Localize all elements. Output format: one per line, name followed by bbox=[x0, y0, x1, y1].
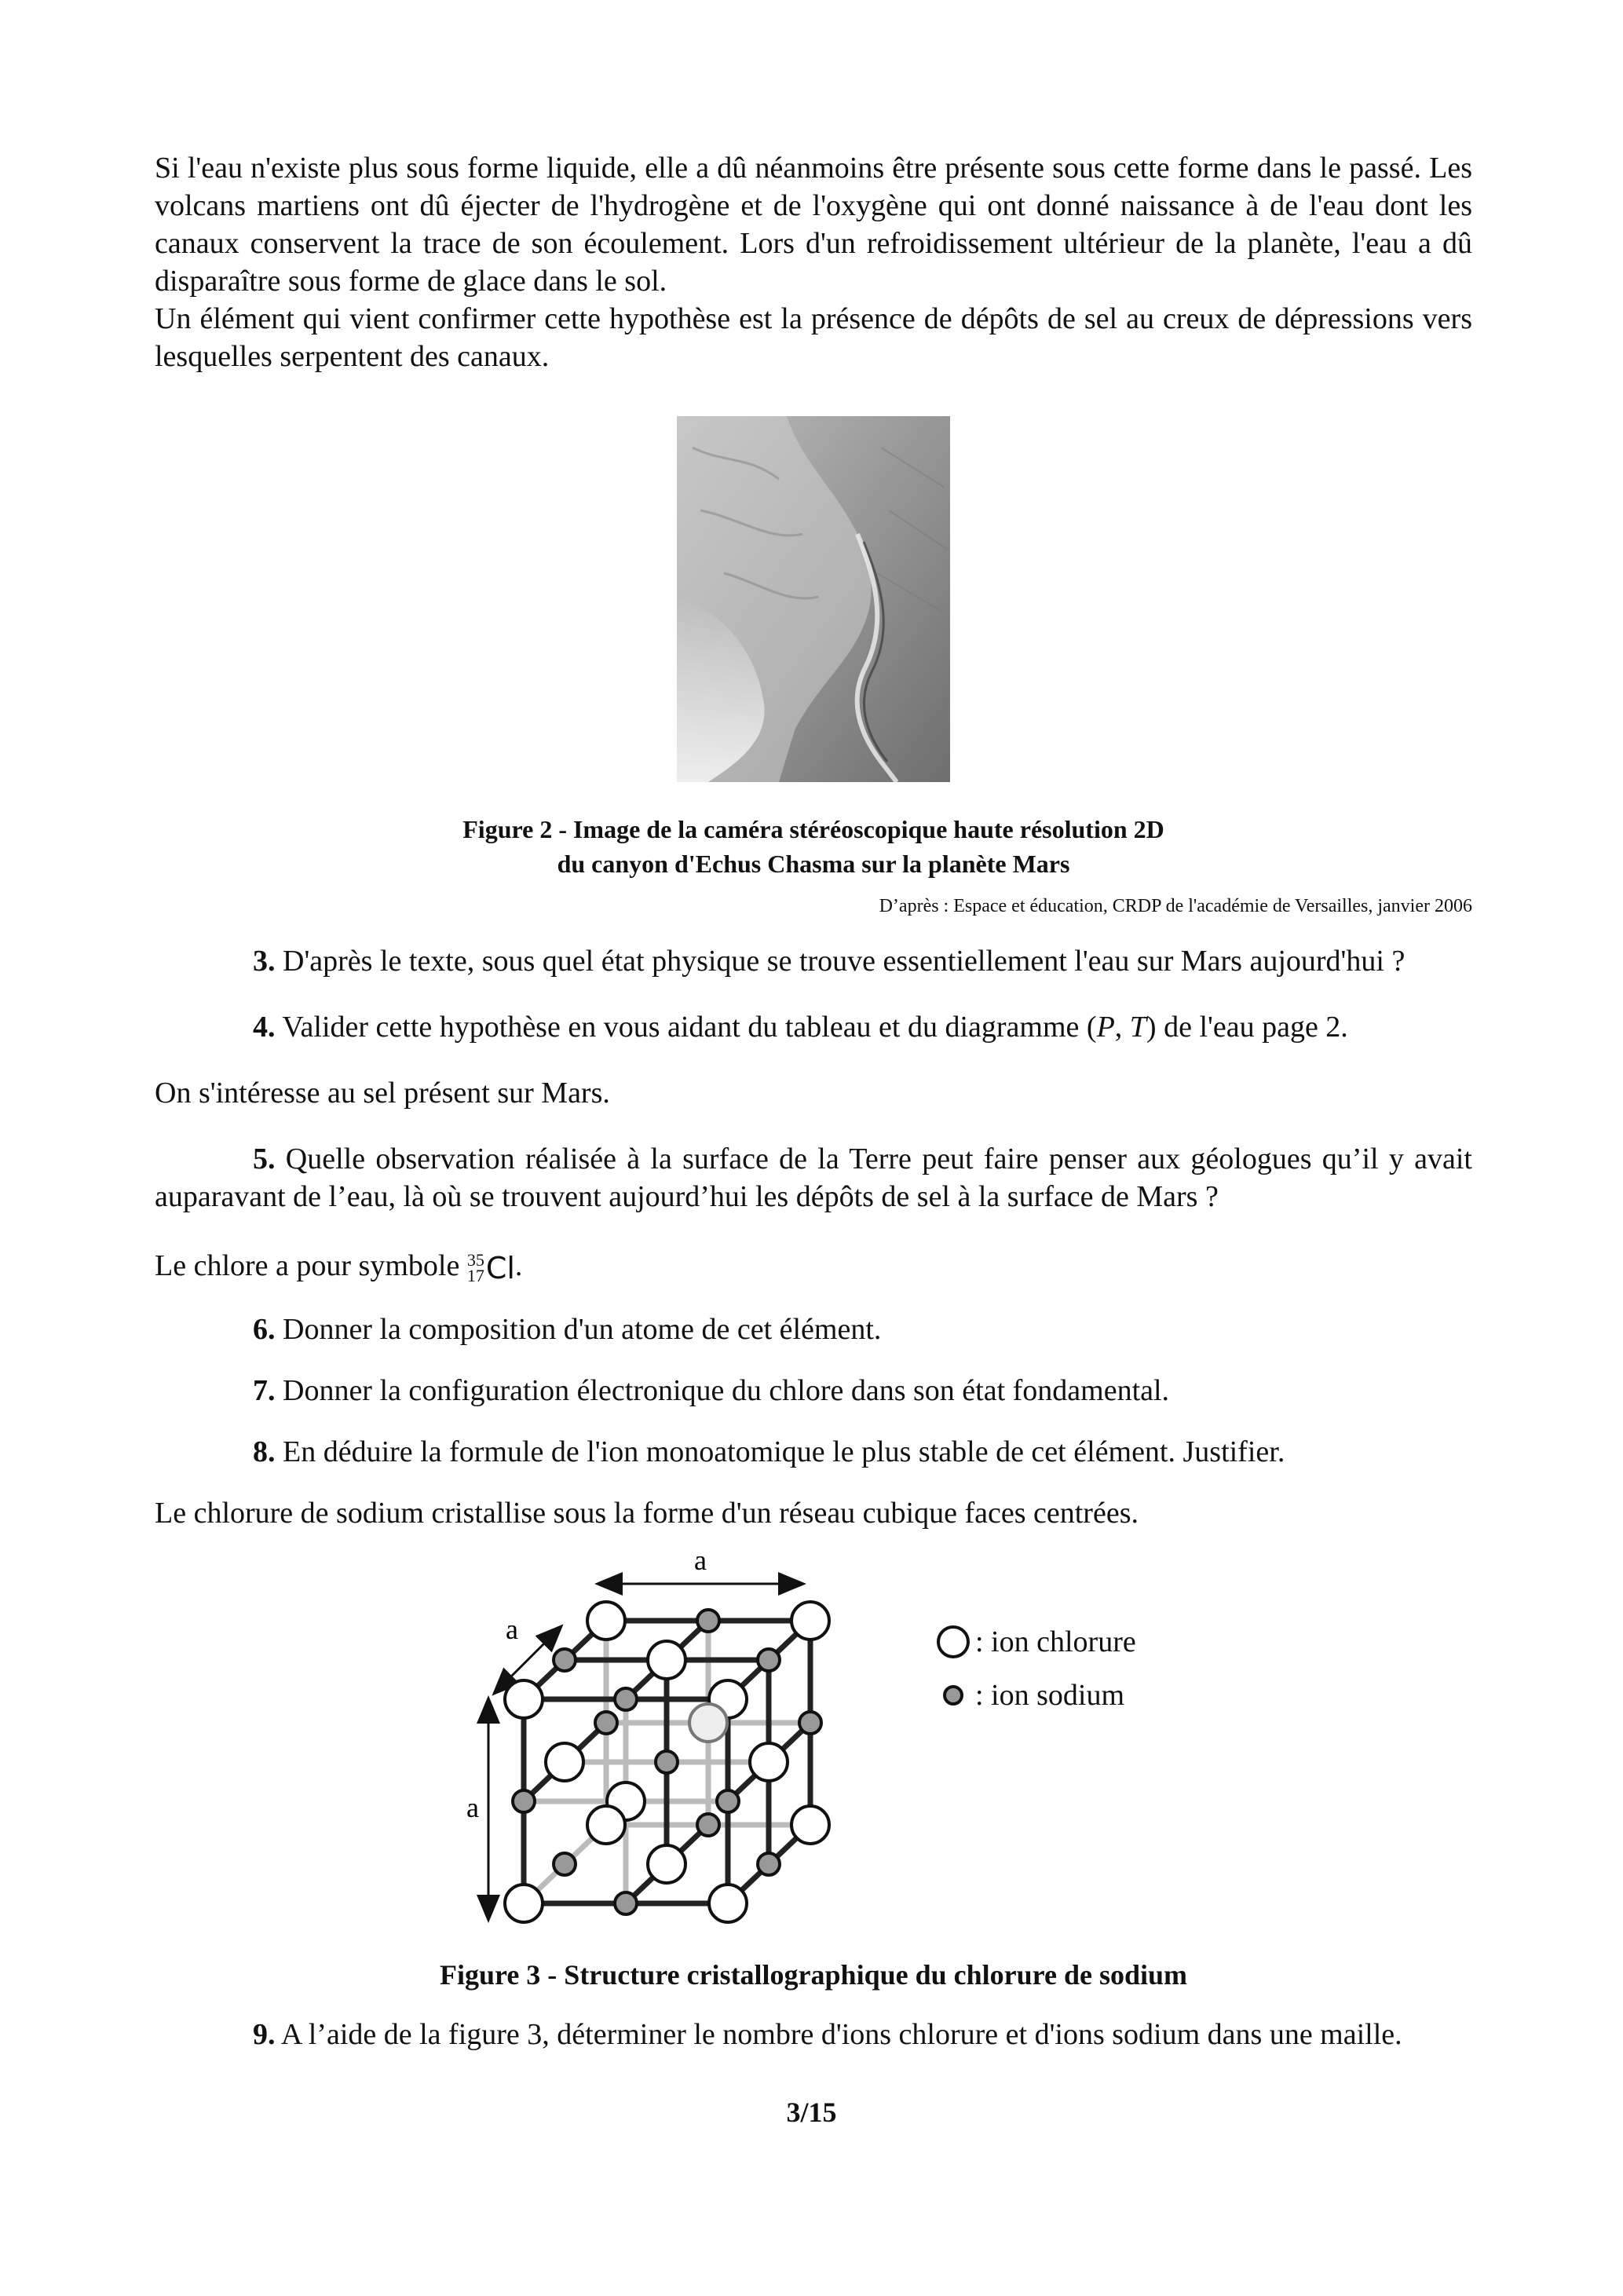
chlore-symbol: Cl bbox=[485, 1251, 515, 1286]
legend-sodium-symbol bbox=[945, 1687, 962, 1704]
chlore-intro-text: Le chlore a pour symbole bbox=[155, 1249, 467, 1282]
question-7-text: Donner la configuration électronique du chlore dans son état fondamental. bbox=[275, 1374, 1170, 1408]
question-7-number: 7. bbox=[253, 1374, 276, 1408]
intro-paragraph-1: Si l'eau n'existe plus sous forme liquide, elle a dû néanmoins être présente sous cette forme dans le passé. Les volcans martiens ont dû éjecter de l'hydrogène et de l'oxygène qui ont donné naissance à de l'eau dont les canaux conservent la trace de son écoulement. Lors d'un refroidissement ultérieur de la planète, l'eau a dû disparaître sous forme de glace dans le sol. bbox=[155, 152, 1472, 298]
question-4-sep: , bbox=[1114, 1011, 1130, 1044]
salt-intro: On s'intéresse au sel présent sur Mars. bbox=[155, 1077, 610, 1110]
nacl-intro: Le chlorure de sodium cristallise sous la forme d'un réseau cubique faces centrées. bbox=[155, 1497, 1139, 1530]
question-9 bbox=[155, 2016, 1472, 2053]
dim-top-label: a bbox=[694, 1546, 707, 1577]
figure2-caption-line1: Figure 2 - Image de la caméra stéréoscopique haute résolution 2D bbox=[462, 815, 1164, 843]
question-5-text: Quelle observation réalisée à la surface de la Terre peut faire penser aux géologues qu’il y avait auparavant de l’eau, là où se trouvent aujourd’hui les dépôts de sel à la surface de Mars ? bbox=[155, 1143, 1472, 1213]
dim-left-label: a bbox=[506, 1614, 518, 1646]
question-9-number: 9. bbox=[253, 2018, 276, 2052]
chlore-atomic-number: 17 bbox=[466, 1266, 484, 1286]
document-page bbox=[155, 149, 1472, 2053]
question-6-text: Donner la composition d'un atome de cet élément. bbox=[275, 1313, 882, 1347]
chlore-end: . bbox=[514, 1249, 523, 1282]
question-4-text-b: ) de l'eau page 2. bbox=[1146, 1011, 1348, 1044]
page-number: 3/15 bbox=[786, 2097, 837, 2128]
legend-chlorure-label: : ion chlorure bbox=[975, 1625, 1136, 1659]
chlore-intro bbox=[155, 1247, 1472, 1287]
question-3 bbox=[155, 942, 1472, 980]
question-8-text: En déduire la formule de l'ion monoatomique le plus stable de cet élément. Justifier. bbox=[275, 1435, 1285, 1469]
figure2-caption-line2: du canyon d'Echus Chasma sur la planète Mars bbox=[557, 850, 1070, 878]
mars-canyon-photo bbox=[677, 416, 950, 782]
question-7 bbox=[155, 1372, 1472, 1409]
question-4-t: T bbox=[1129, 1011, 1146, 1044]
intro-paragraph-2: Un élément qui vient confirmer cette hypothèse est la présence de dépôts de sel au creux de dépressions vers lesquelles serpentent des canaux. bbox=[155, 302, 1472, 373]
question-3-text: D'après le texte, sous quel état physique se trouve essentiellement l'eau sur Mars aujourd'hui ? bbox=[275, 945, 1406, 978]
question-4-p: P bbox=[1096, 1011, 1115, 1044]
question-4 bbox=[155, 1008, 1472, 1046]
question-4-number: 4. bbox=[253, 1011, 276, 1044]
chlore-mass-number: 35 bbox=[466, 1250, 484, 1270]
chlore-isotope-numbers bbox=[467, 1252, 484, 1284]
question-6 bbox=[155, 1311, 1472, 1348]
dim-side-label: a bbox=[466, 1792, 479, 1824]
question-8-number: 8. bbox=[253, 1435, 276, 1469]
question-9-text: A l’aide de la figure 3, déterminer le nombre d'ions chlorure et d'ions sodium dans une maille. bbox=[275, 2018, 1402, 2052]
legend-sodium-label: : ion sodium bbox=[975, 1679, 1125, 1713]
legend-chlorure-symbol bbox=[938, 1627, 968, 1657]
question-8 bbox=[155, 1433, 1472, 1471]
figure2-source: D’après : Espace et éducation, CRDP de l'académie de Versailles, janvier 2006 bbox=[879, 896, 1472, 916]
figure2-caption bbox=[155, 812, 1472, 881]
figure3-caption: Figure 3 - Structure cristallographique du chlorure de sodium bbox=[439, 1959, 1187, 1991]
question-6-number: 6. bbox=[253, 1313, 276, 1347]
question-5 bbox=[155, 1140, 1472, 1216]
question-4-text-a: Valider cette hypothèse en vous aidant du tableau et du diagramme ( bbox=[275, 1011, 1097, 1044]
figure3-crystal-structure bbox=[155, 1546, 1472, 1947]
question-3-number: 3. bbox=[253, 945, 276, 978]
question-5-number: 5. bbox=[253, 1143, 276, 1175]
